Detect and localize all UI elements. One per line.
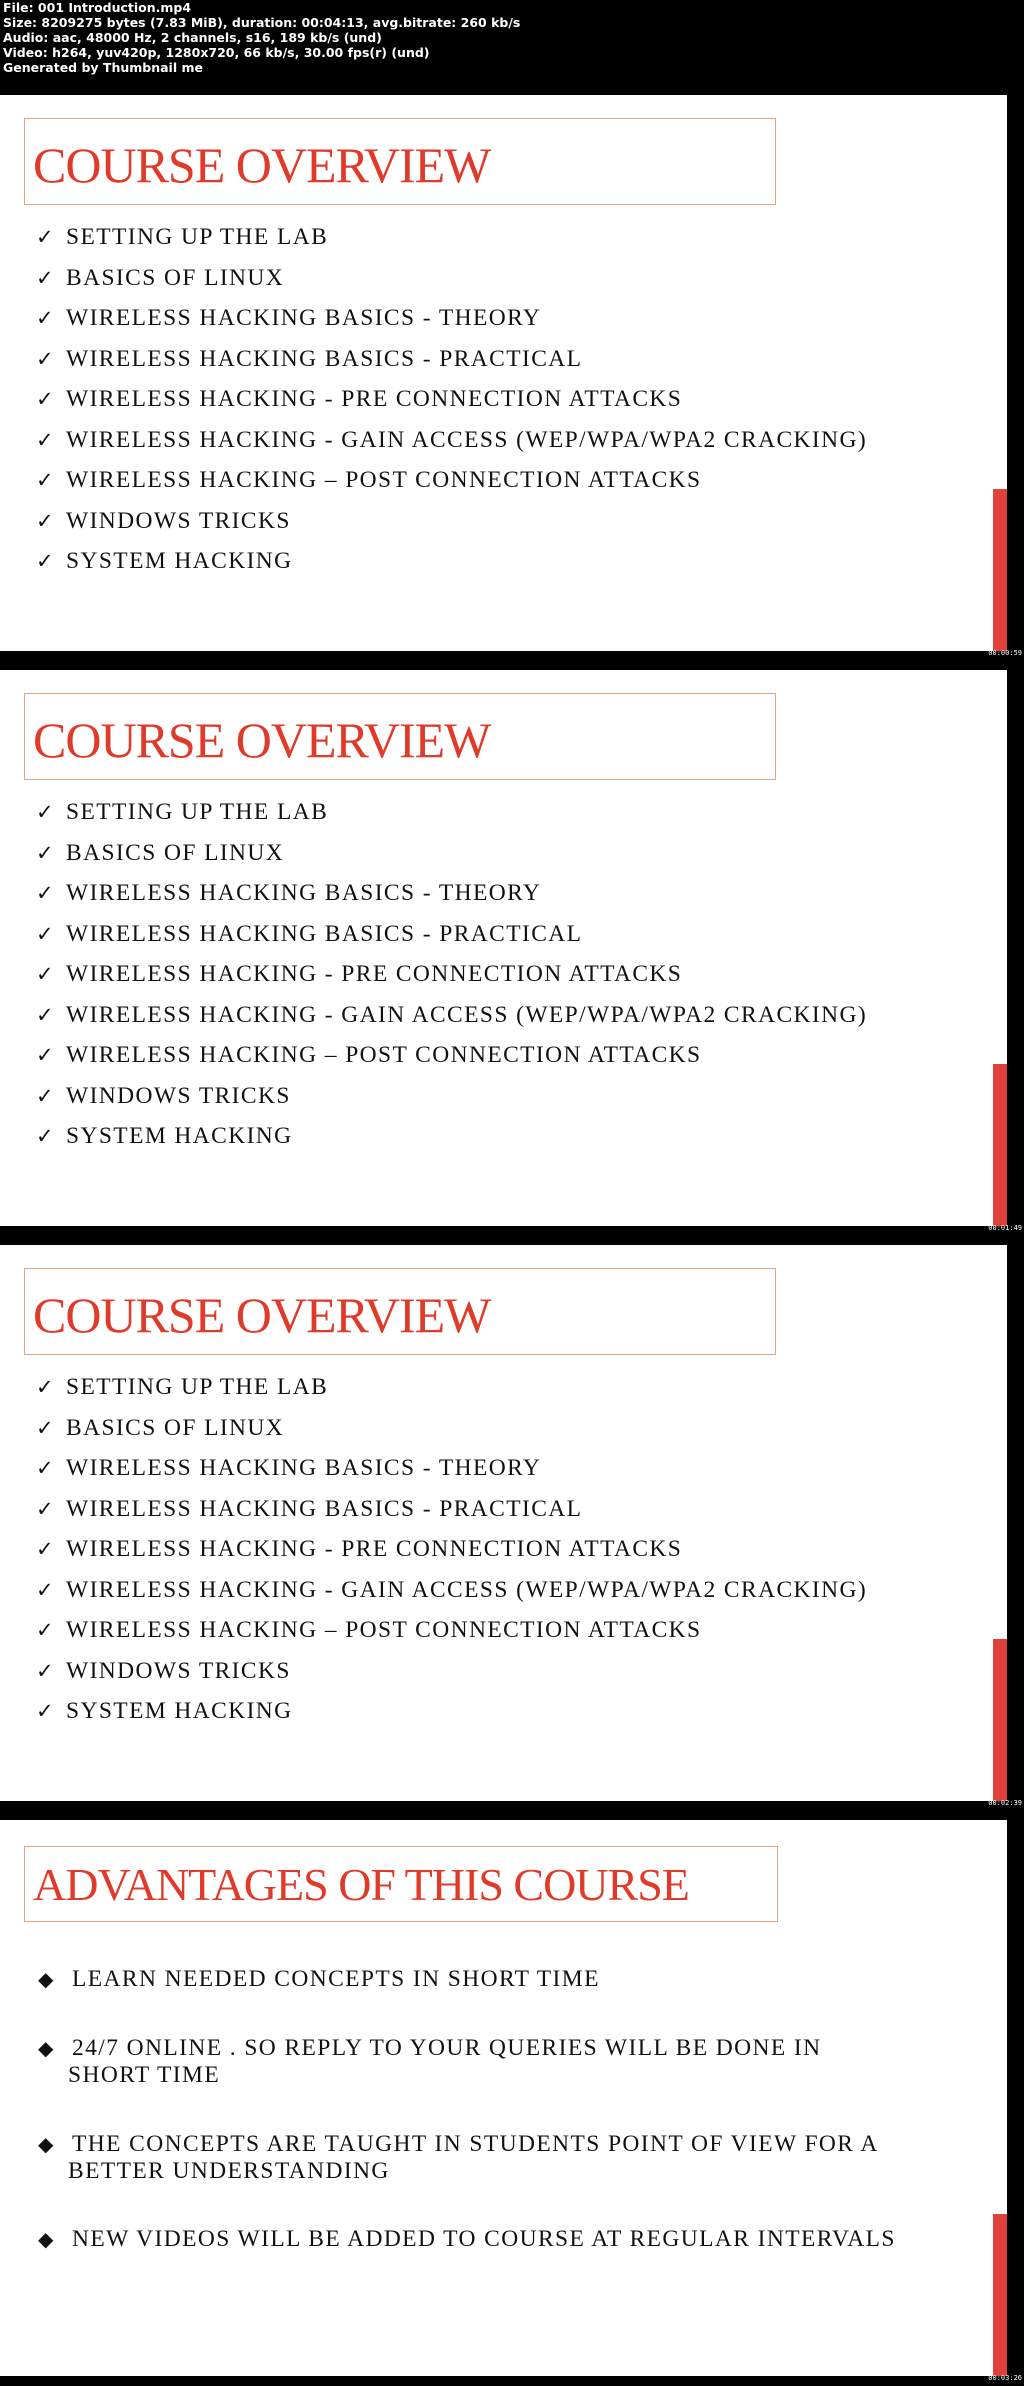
- slide-title-box: [24, 1846, 778, 1922]
- checkmark-icon: ✓: [36, 1496, 55, 1521]
- checkmark-icon: ✓: [36, 1699, 55, 1723]
- checkmark-icon: ✓: [36, 840, 55, 865]
- thumbnail-frame-2: [0, 670, 1007, 1226]
- checkmark-icon: ✓: [36, 306, 55, 330]
- advantage-item: ◆ NEW VIDEOS WILL BE ADDED TO COURSE AT REGULAR INTERVALS: [38, 2226, 896, 2252]
- list-item: ✓ WIRELESS HACKING – POST CONNECTION ATTACKS: [36, 460, 867, 501]
- timestamp: 00:00:59: [988, 649, 1022, 657]
- list-item: ✓ WIRELESS HACKING - PRE CONNECTION ATTACKS: [36, 954, 867, 995]
- advantage-item: ◆ THE CONCEPTS ARE TAUGHT IN STUDENTS POINT OF VIEW FOR A BETTER UNDERSTANDING: [38, 2131, 879, 2184]
- list-item: ✓ SYSTEM HACKING: [36, 541, 867, 582]
- checkmark-icon: ✓: [36, 1456, 55, 1480]
- list-item: ✓ WIRELESS HACKING BASICS - PRACTICAL: [36, 914, 867, 955]
- diamond-bullet-icon: ◆: [38, 2132, 55, 2156]
- checkmark-icon: ✓: [36, 1658, 55, 1683]
- checkmark-icon: ✓: [36, 1083, 55, 1108]
- checkmark-icon: ✓: [36, 1375, 55, 1399]
- list-item: ✓ SYSTEM HACKING: [36, 1116, 867, 1157]
- checkmark-icon: ✓: [36, 265, 55, 290]
- thumbnail-frame-4: [0, 1820, 1007, 2376]
- course-topic-list: [36, 792, 867, 1157]
- course-topic-list: [36, 217, 867, 582]
- checkmark-icon: ✓: [36, 962, 55, 986]
- checkmark-icon: ✓: [36, 881, 55, 905]
- file-size: Size: 8209275 bytes (7.83 MiB), duration: 00:04:13, avg.bitrate: 260 kb/s: [3, 15, 521, 30]
- list-item: ✓ WIRELESS HACKING – POST CONNECTION ATTACKS: [36, 1035, 867, 1076]
- list-item: ✓ WIRELESS HACKING - GAIN ACCESS (WEP/WPA/WPA2 CRACKING): [36, 1570, 867, 1611]
- checkmark-icon: ✓: [36, 800, 55, 824]
- checkmark-icon: ✓: [36, 1537, 55, 1561]
- course-topic-list: [36, 1367, 867, 1732]
- checkmark-icon: ✓: [36, 549, 55, 573]
- slide-title-box: [24, 118, 776, 205]
- list-item: ✓ BASICS OF LINUX: [36, 258, 867, 299]
- list-item: ✓ WIRELESS HACKING - PRE CONNECTION ATTACKS: [36, 379, 867, 420]
- list-item: ✓ WIRELESS HACKING - PRE CONNECTION ATTACKS: [36, 1529, 867, 1570]
- advantage-item: ◆ 24/7 ONLINE . SO REPLY TO YOUR QUERIES WILL BE DONE IN SHORT TIME: [38, 2035, 822, 2088]
- list-item: ✓ WINDOWS TRICKS: [36, 1076, 867, 1117]
- list-item: ✓ WIRELESS HACKING – POST CONNECTION ATTACKS: [36, 1610, 867, 1651]
- checkmark-icon: ✓: [36, 346, 55, 371]
- checkmark-icon: ✓: [36, 1415, 55, 1440]
- checkmark-icon: ✓: [36, 1124, 55, 1148]
- checkmark-icon: ✓: [36, 1043, 55, 1067]
- list-item: ✓ BASICS OF LINUX: [36, 833, 867, 874]
- checkmark-icon: ✓: [36, 427, 55, 452]
- file-info-header: [3, 0, 1021, 75]
- checkmark-icon: ✓: [36, 1577, 55, 1602]
- slide-title-box: [24, 693, 776, 780]
- thumbnail-frame-3: [0, 1245, 1007, 1801]
- diamond-bullet-icon: ◆: [38, 2036, 55, 2060]
- list-item: ✓ WIRELESS HACKING BASICS - PRACTICAL: [36, 339, 867, 380]
- accent-bar: [993, 1064, 1007, 1226]
- checkmark-icon: ✓: [36, 1002, 55, 1027]
- generator-info: Generated by Thumbnail me: [3, 60, 203, 75]
- thumbnail-frame-1: [0, 95, 1007, 651]
- accent-bar: [993, 1639, 1007, 1801]
- slide-title: COURSE OVERVIEW: [33, 137, 491, 193]
- checkmark-icon: ✓: [36, 921, 55, 946]
- list-item: ✓ SETTING UP THE LAB: [36, 792, 867, 833]
- slide-title: ADVANTAGES OF THIS COURSE: [33, 1859, 689, 1910]
- list-item: ✓ SETTING UP THE LAB: [36, 217, 867, 258]
- checkmark-icon: ✓: [36, 225, 55, 249]
- slide-title: COURSE OVERVIEW: [33, 1287, 491, 1343]
- diamond-bullet-icon: ◆: [38, 1967, 55, 1991]
- list-item: ✓ BASICS OF LINUX: [36, 1408, 867, 1449]
- file-name: File: 001 Introduction.mp4: [3, 0, 192, 15]
- slide-title-box: [24, 1268, 776, 1355]
- list-item: ✓ WIRELESS HACKING - GAIN ACCESS (WEP/WPA/WPA2 CRACKING): [36, 995, 867, 1036]
- list-item: ✓ WINDOWS TRICKS: [36, 501, 867, 542]
- diamond-bullet-icon: ◆: [38, 2227, 55, 2251]
- accent-bar: [993, 2214, 1007, 2376]
- advantage-item: ◆ LEARN NEEDED CONCEPTS IN SHORT TIME: [38, 1966, 600, 1992]
- list-item: ✓ SETTING UP THE LAB: [36, 1367, 867, 1408]
- timestamp: 00:02:39: [988, 1799, 1022, 1807]
- list-item: ✓ WIRELESS HACKING BASICS - THEORY: [36, 873, 867, 914]
- list-item: ✓ WIRELESS HACKING BASICS - THEORY: [36, 298, 867, 339]
- accent-bar: [993, 489, 1007, 651]
- list-item: ✓ SYSTEM HACKING: [36, 1691, 867, 1732]
- checkmark-icon: ✓: [36, 508, 55, 533]
- timestamp: 00:03:26: [988, 2374, 1022, 2382]
- slide-title: COURSE OVERVIEW: [33, 712, 491, 768]
- list-item: ✓ WIRELESS HACKING BASICS - THEORY: [36, 1448, 867, 1489]
- list-item: ✓ WINDOWS TRICKS: [36, 1651, 867, 1692]
- list-item: ✓ WIRELESS HACKING BASICS - PRACTICAL: [36, 1489, 867, 1530]
- audio-info: Audio: aac, 48000 Hz, 2 channels, s16, 189 kb/s (und): [3, 30, 382, 45]
- checkmark-icon: ✓: [36, 1618, 55, 1642]
- timestamp: 00:01:49: [988, 1224, 1022, 1232]
- checkmark-icon: ✓: [36, 468, 55, 492]
- list-item: ✓ WIRELESS HACKING - GAIN ACCESS (WEP/WPA/WPA2 CRACKING): [36, 420, 867, 461]
- checkmark-icon: ✓: [36, 387, 55, 411]
- video-info: Video: h264, yuv420p, 1280x720, 66 kb/s, 30.00 fps(r) (und): [3, 45, 430, 60]
